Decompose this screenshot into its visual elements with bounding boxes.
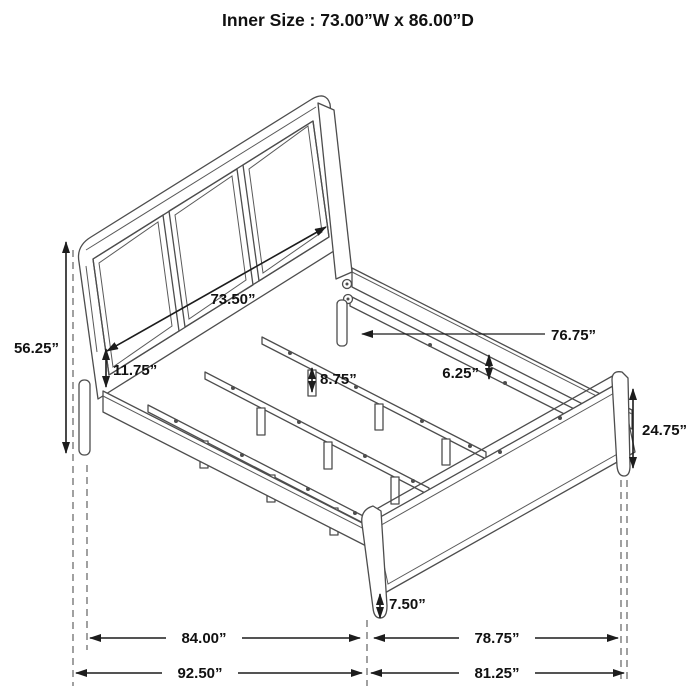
dim-footboard-height	[633, 389, 687, 468]
dim-label: 73.50”	[210, 291, 256, 308]
dim-overall-width	[371, 664, 624, 682]
page-title: Inner Size : 73.00”W x 86.00”D	[222, 10, 474, 30]
dim-label: 24.75”	[642, 422, 688, 439]
dim-headboard-height	[14, 242, 66, 453]
dim-label: 81.25”	[474, 665, 520, 682]
dim-label: 78.75”	[474, 630, 520, 647]
dim-overall-length	[76, 664, 362, 682]
dim-footboard-inner-width	[374, 629, 618, 647]
dim-label: 7.50”	[389, 596, 426, 613]
headboard-left-leg	[79, 380, 90, 455]
headboard-slab	[79, 96, 346, 399]
dim-label: 8.75”	[320, 371, 357, 388]
dim-label: 56.25”	[13, 340, 59, 357]
slat-leg	[375, 404, 383, 430]
left-rail	[103, 391, 380, 553]
dim-label: 11.75”	[113, 362, 158, 379]
headboard-right-leg	[337, 300, 347, 346]
dim-frame-inner-length	[90, 629, 360, 647]
dim-label: 6.25”	[442, 365, 479, 382]
dim-label: 92.50”	[177, 665, 223, 682]
left-side-rail	[103, 391, 380, 553]
slat-leg	[257, 408, 265, 435]
slat-leg	[442, 439, 450, 465]
dim-label: 84.00”	[181, 630, 227, 647]
bed-frame-art	[79, 96, 636, 618]
slat-leg	[324, 442, 332, 469]
dim-label: 76.75”	[551, 327, 597, 344]
